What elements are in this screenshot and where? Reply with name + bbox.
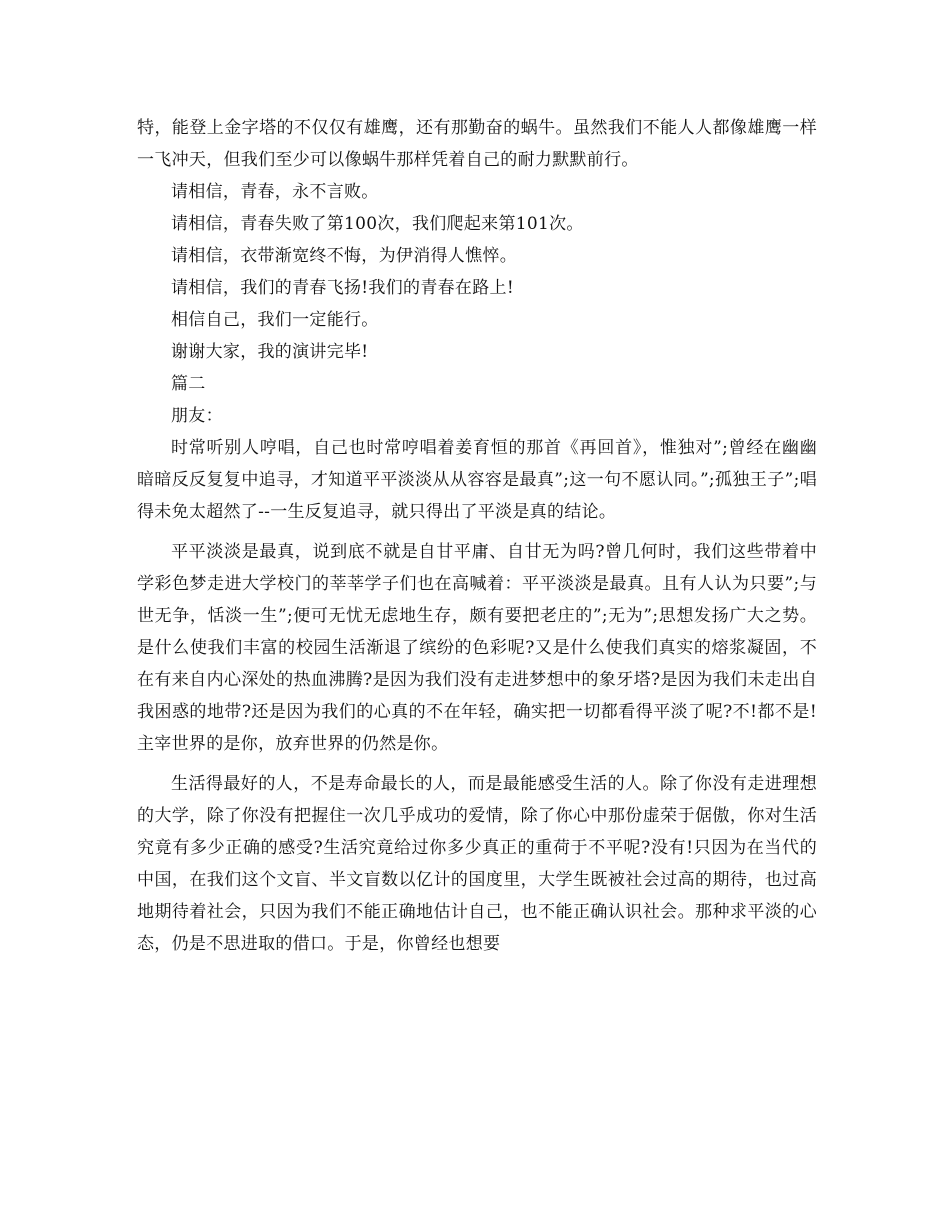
paragraph-believe-self: 相信自己，我们一定能行。 — [171, 310, 379, 330]
paragraph-continuation: 特，能登上金字塔的不仅仅有雄鹰，还有那勤奋的蜗牛。虽然我们不能人人都像雄鹰一样一飞冲天，但我们至少可以像蜗牛那样凭着自己的耐力默默前行。 — [137, 118, 817, 170]
paragraph-believe-fail: 请相信，青春失败了第100次，我们爬起来第101次。 — [171, 214, 584, 234]
paragraph-song: 时常听别人哼唱，自己也时常哼唱着姜育恒的那首《再回首》，惟独对”;曾经在幽幽暗暗反反复复中追寻，才知道平平淡淡从从容容是最真”;这一句不愿认同。”;孤独王子”;唱得未免太超然了--一生反复追寻，就只得出了平淡是真的结论。 — [137, 438, 817, 522]
salutation: 朋友： — [171, 406, 223, 426]
paragraph-believe-fly: 请相信，我们的青春飞扬!我们的青春在路上! — [171, 278, 514, 298]
paragraph-life: 生活得最好的人，不是寿命最长的人，而是最能感受生活的人。除了你没有走进理想的大学，除了你没有把握住一次几乎成功的爱情，除了你心中那份虚荣于倨傲，你对生活究竟有多少正确的感受?生活究竟给过你多少真正的重荷于不平呢?没有!只因为在当代的中国，在我们这个文盲、半文盲数以亿计的国度里，大学生既被社会过高的期待，也过高地期待着社会，只因为我们不能正确地估计自己，也不能正确认识社会。那种求平淡的心态，仍是不思进取的借口。于是，你曾经也想要 — [137, 774, 817, 954]
paragraph-believe-no-regret: 请相信，衣带渐宽终不悔，为伊消得人憔悴。 — [171, 246, 517, 266]
paragraph-plain: 平平淡淡是最真，说到底不就是自甘平庸、自甘无为吗?曾几何时，我们这些带着中学彩色梦走进大学校门的莘莘学子们也在高喊着：平平淡淡是最真。且有人认为只要”;与世无争，恬淡一生”;便可无忧无虑地生存，颇有要把老庄的”;无为”;思想发扬广大之势。是什么使我们丰富的校园生活渐退了缤纷的色彩呢?又是什么使我们真实的熔浆凝固，不在有来自内心深处的热血沸腾?是因为我们没有走进梦想中的象牙塔?是因为我们未走出自我困惑的地带?还是因为我们的心真的不在年轻，确实把一切都看得平淡了呢?不!都不是!主宰世界的是你，放弃世界的仍然是你。 — [137, 542, 817, 754]
section-heading: 篇二 — [171, 374, 206, 394]
paragraph-believe-youth: 请相信，青春，永不言败。 — [171, 182, 379, 202]
document-body — [137, 112, 817, 960]
paragraph-thanks: 谢谢大家，我的演讲完毕! — [171, 342, 369, 362]
